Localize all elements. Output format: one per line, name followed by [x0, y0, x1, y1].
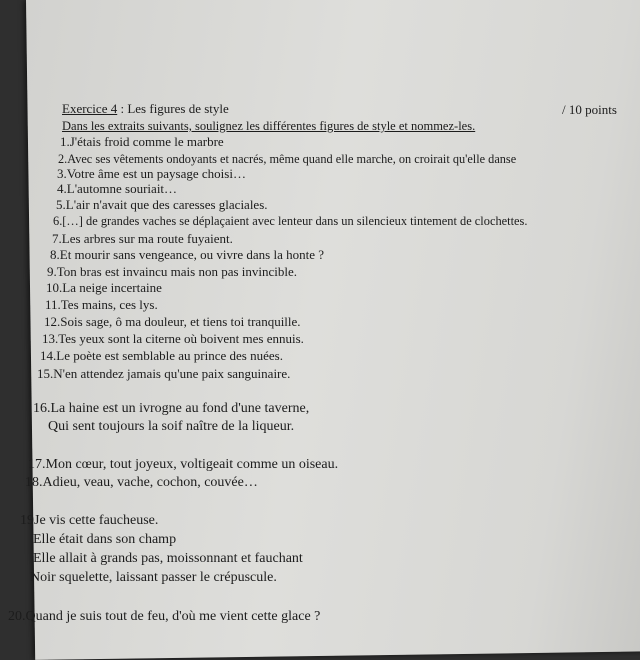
list-item: 4.L'automne souriait… — [57, 181, 178, 196]
item-19-line-1: 19Je vis cette faucheuse. — [20, 513, 159, 528]
list-item: 13.Tes yeux sont la citerne où boivent mes ennuis. — [42, 331, 304, 346]
item-18: 18.Adieu, veau, vache, cochon, couvée… — [25, 475, 258, 490]
list-item: 8.Et mourir sans vengeance, ou vivre dans la honte ? — [50, 247, 324, 262]
list-item: 11.Tes mains, ces lys. — [45, 297, 158, 312]
exercise-separator: : — [117, 101, 128, 116]
exercise-points: / 10 points — [562, 102, 617, 117]
list-item: 15.N'en attendez jamais qu'une paix sanguinaire. — [37, 366, 291, 381]
item-19-line-2: Elle était dans son champ — [33, 532, 177, 547]
exercise-instruction: Dans les extraits suivants, soulignez les différentes figures de style et nommez-les. — [62, 119, 476, 133]
list-item: 7.Les arbres sur ma route fuyaient. — [52, 231, 233, 246]
list-item: 12.Sois sage, ô ma douleur, et tiens toi tranquille. — [44, 314, 301, 329]
list-item: 2.Avec ses vêtements ondoyants et nacrés, même quand elle marche, on croirait qu'elle danse — [58, 152, 517, 166]
item-20: 20.Quand je suis tout de feu, d'où me vient cette glace ? — [8, 609, 321, 624]
list-item: 14.Le poète est semblable au prince des nuées. — [40, 348, 283, 363]
exercise-label: Exercice 4 — [62, 101, 118, 116]
list-item: 5.L'air n'avait que des caresses glaciales. — [56, 197, 268, 212]
list-item: 1.J'étais froid comme le marbre — [60, 134, 224, 149]
list-item: 9.Ton bras est invaincu mais non pas invincible. — [47, 264, 298, 279]
exercise-title: Les figures de style — [127, 101, 229, 116]
item-16-line-1: 16.La haine est un ivrogne au fond d'une taverne, — [33, 401, 310, 416]
item-16-line-2: Qui sent toujours la soif naître de la liqueur. — [48, 419, 295, 434]
exercise-header — [62, 102, 229, 116]
list-item: 3.Votre âme est un paysage choisi… — [57, 166, 246, 181]
item-17: 17.Mon cœur, tout joyeux, voltigeait comme un oiseau. — [28, 457, 339, 472]
item-19-line-3: Elle allait à grands pas, moissonnant et fauchant — [33, 551, 303, 566]
list-item: 10.La neige incertaine — [46, 280, 162, 295]
list-item: 6.[…] de grandes vaches se déplaçaient avec lenteur dans un silencieux tintement de clochettes. — [53, 214, 528, 228]
item-19-line-4: Noir squelette, laissant passer le crépuscule. — [30, 570, 277, 585]
